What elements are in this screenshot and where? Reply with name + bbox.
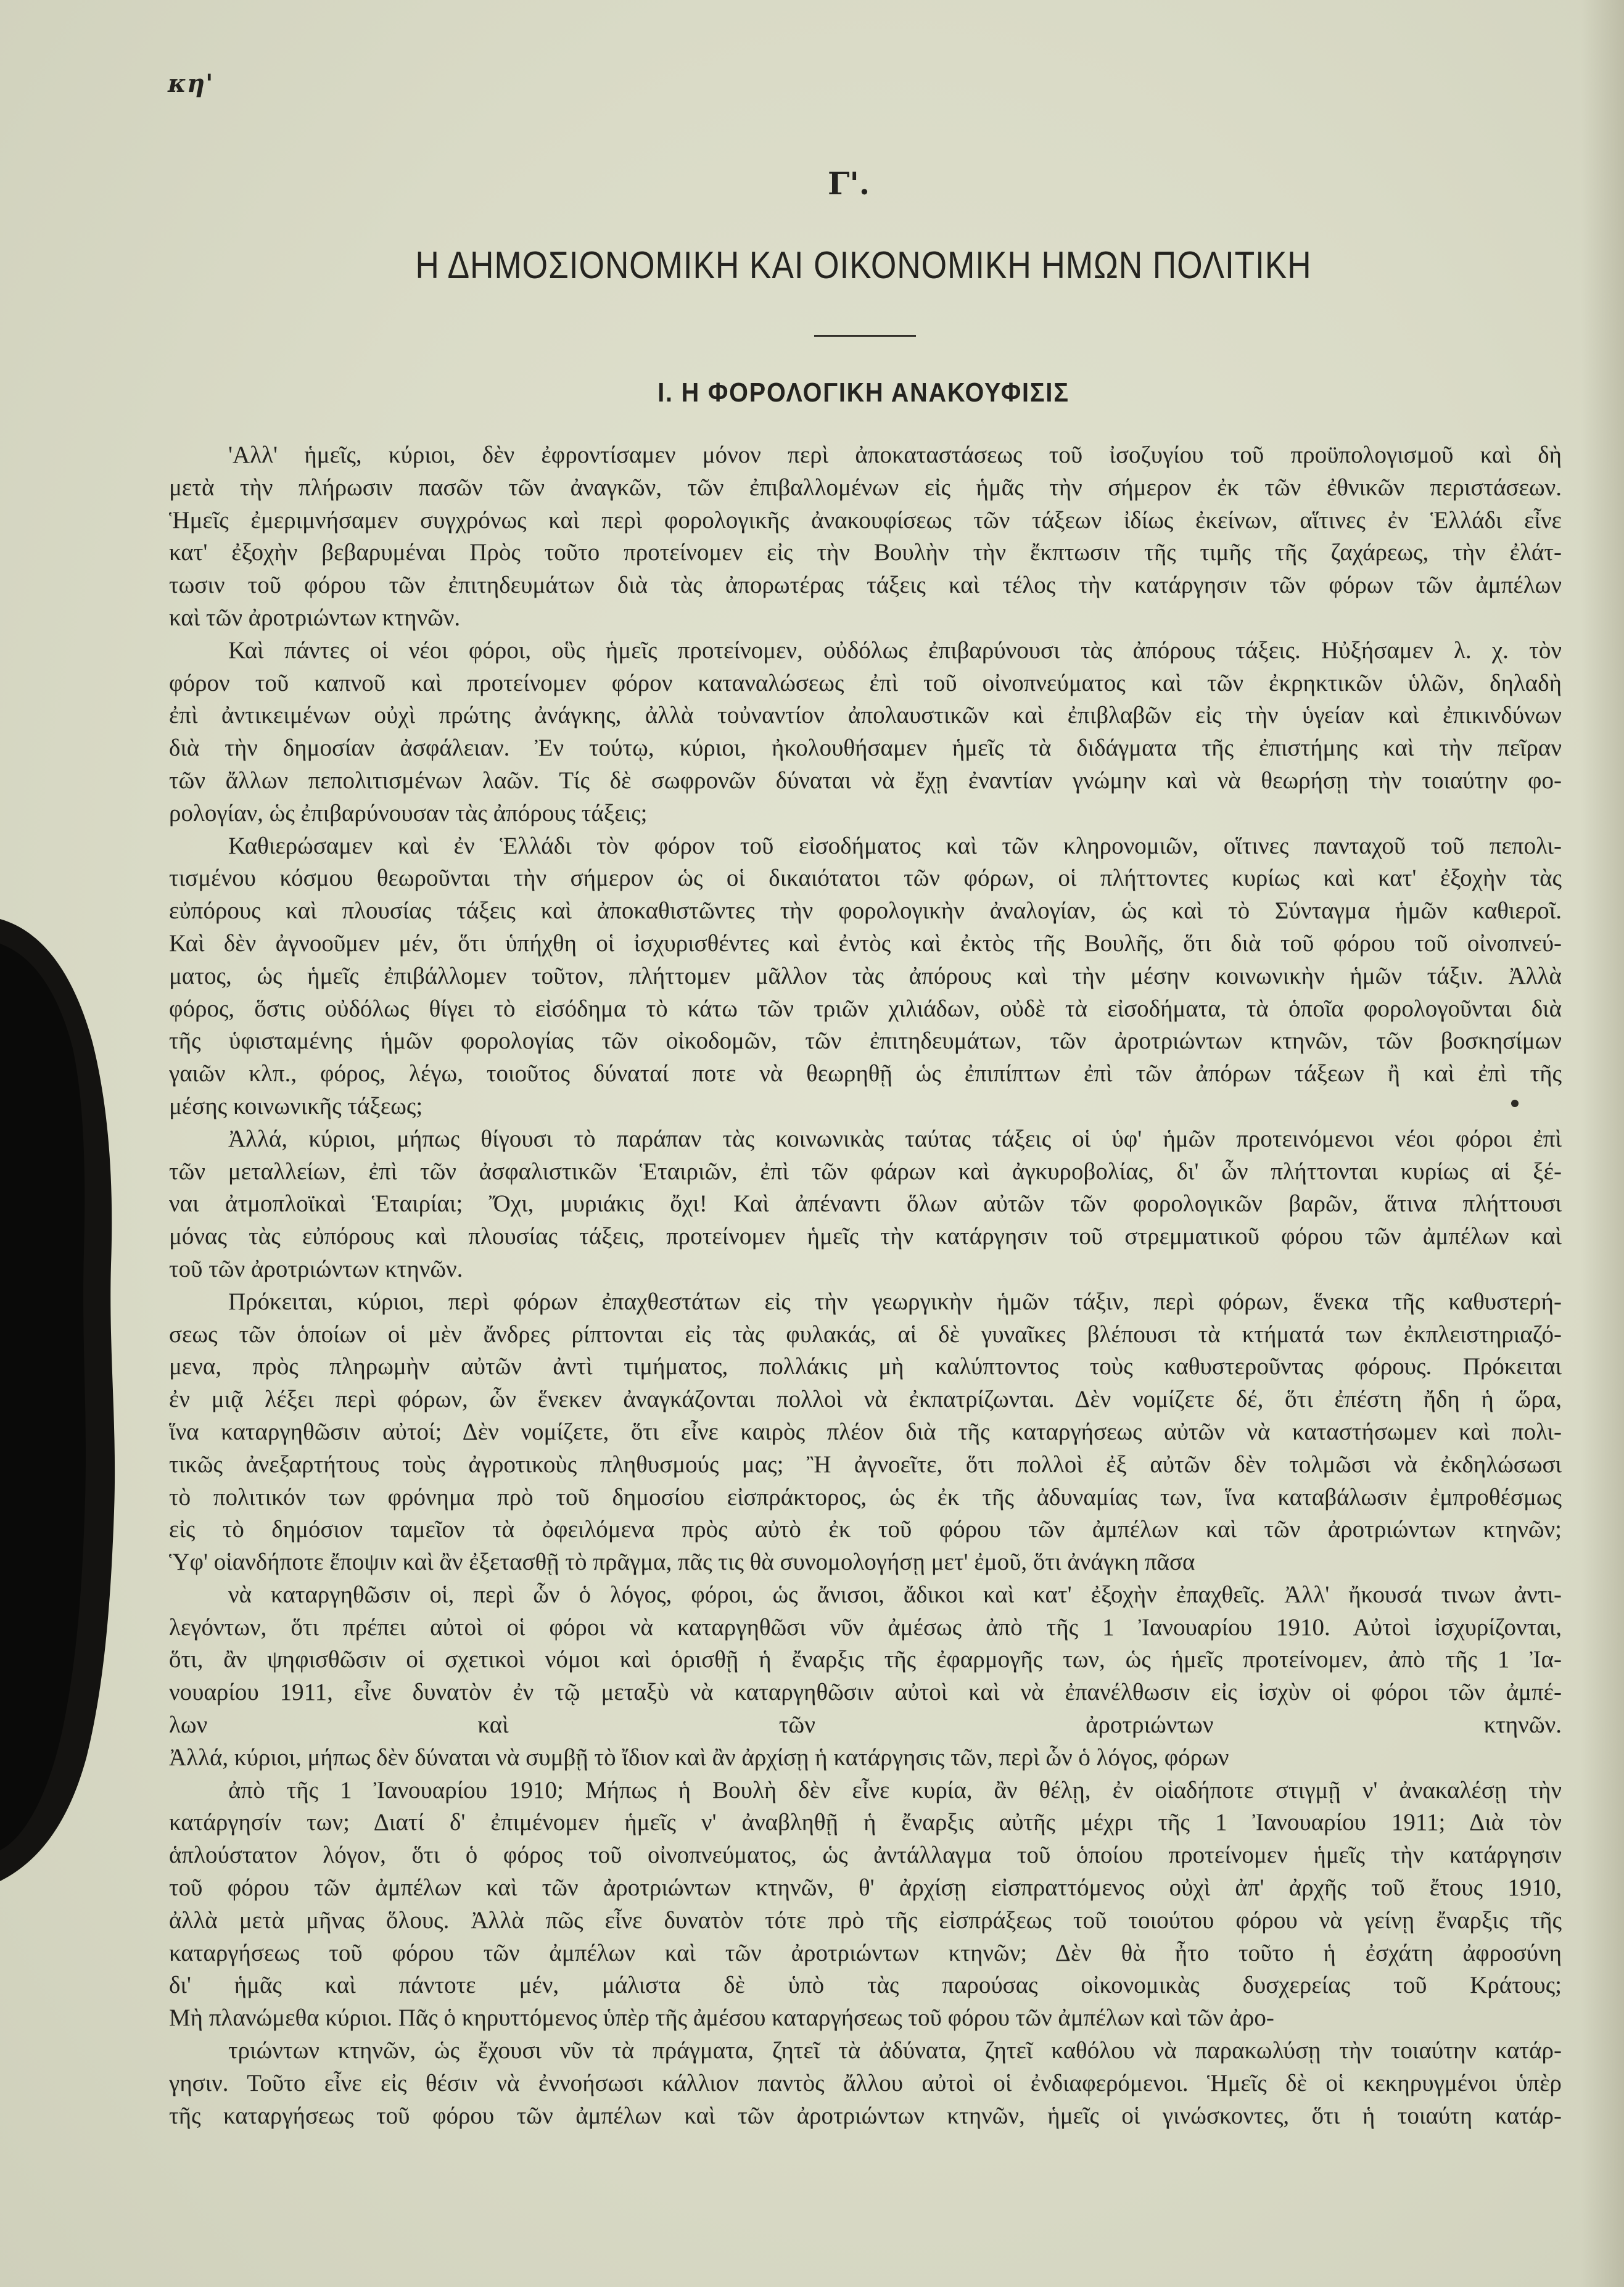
text-line: μέσης κοινωνικῆς τάξεως; [169, 1092, 423, 1119]
text-line: Καὶ δὲν ἀγνοοῦμεν μέν, ὅτι ὑπήχθη οἱ ἰσχυρισθέντες καὶ ἐντὸς καὶ ἐκτὸς τῆς Βουλῆς, ὅτι διὰ τοῦ φόρου τοῦ οἰνοπνεύ- [169, 929, 1562, 957]
text-line: ναι ἀτμοπλοϊκαὶ Ἑταιρίαι; Ὄχι, μυριάκις ὄχι! Καὶ ἀπέναντι ὅλων αὐτῶν τῶν φορολογικῶν βαρῶν, ἅτινα πλήττουσι [169, 1190, 1562, 1218]
text-line: Καὶ πάντες οἱ νέοι φόροι, οὓς ἡμεῖς προτείνομεν, οὐδόλως ἐπιβαρύνουσι τὰς ἀπόρους τάξεις. Ηὐξήσαμεν λ. χ. τὸν [228, 637, 1562, 664]
text-line: ἵνα καταργηθῶσιν αὐτοί; Δὲν νομίζετε, ὅτι εἶνε καιρὸς πλέον διὰ τῆς καταργήσεως αὐτῶν νὰ καταστήσωμεν καὶ πολι- [169, 1418, 1562, 1445]
text-line: σεως τῶν ὁποίων οἱ μὲν ἄνδρες ρίπτονται εἰς τὰς φυλακάς, αἱ δὲ γυναῖκες βλέπουσι τὰ κτήματά των ἐκπλειστηριαζό- [169, 1321, 1562, 1348]
main-heading: Η ΔΗΜΟΣΙΟΝΟΜΙΚΗ ΚΑΙ ΟΙΚΟΝΟΜΙΚΗ ΗΜΩΝ ΠΟΛΙΤΙΚΗ [415, 244, 1312, 287]
text-line: ἁπλούστατον λόγον, ὅτι ὁ φόρος τοῦ οἰνοπνεύματος, ὡς ἀντάλλαγμα τοῦ ὁποίου προτείνομεν ἡμεῖς τὴν κατάργησιν [169, 1842, 1562, 1869]
text-line: εἰς τὸ δημόσιον ταμεῖον τὰ ὀφειλόμενα πρὸς αὐτὸ ἐκ τοῦ φόρου τῶν ἀμπέλων καὶ τῶν ἀροτριώντων κτηνῶν; [169, 1516, 1562, 1543]
text-line: τῶν μεταλλείων, ἐπὶ τῶν ἀσφαλιστικῶν Ἑταιριῶν, ἐπὶ τῶν φάρων καὶ ἀγκυροβολίας, δι' ὧν πλήττονται κυρίως αἱ ξέ- [169, 1158, 1562, 1185]
text-line: τῶν ἄλλων πεπολιτισμένων λαῶν. Τίς δὲ σωφρονῶν δύναται νὰ ἔχῃ ἐναντίαν γνώμην καὶ νὰ θεωρήσῃ τὴν τοιαύτην φο- [169, 767, 1562, 794]
text-line: μετὰ τὴν πλήρωσιν πασῶν τῶν ἀναγκῶν, τῶν ἐπιβαλλομένων εἰς ἡμᾶς τὴν σήμερον ἐκ τῶν ἐθνικῶν περιστάσεων. [169, 474, 1562, 501]
page-edge-shading [1581, 0, 1624, 2287]
section-subheading: I. Η ΦΟΡΟΛΟΓΙΚΗ ΑΝΑΚΟΥΦΙΣΙΣ [657, 377, 1070, 408]
text-line: τοῦ φόρου τῶν ἀμπέλων καὶ τῶν ἀροτριώντων κτηνῶν, θ' ἀρχίσῃ εἰσπραττόμενος οὐχὶ ἀπ' ἀρχῆς τοῦ ἔτους 1910, [169, 1874, 1562, 1902]
text-line: εὐπόρους καὶ πλουσίας τάξεις καὶ ἀποκαθιστῶντες τὴν φορολογικὴν ἀναλογίαν, ὡς καὶ τὸ Σύνταγμα ἡμῶν καθιεροῖ. [169, 897, 1562, 925]
text-line: τοῦ τῶν ἀροτριώντων κτηνῶν. [169, 1255, 463, 1282]
text-line: τισμένου κόσμου θεωροῦνται τὴν σήμερον ὡς οἱ δικαιότατοι τῶν φόρων, οἱ πλήττοντες κυρίως καὶ κατ' ἐξοχὴν τὰς [169, 865, 1562, 892]
text-line: Ἡμεῖς ἐμεριμνήσαμεν συγχρόνως καὶ περὶ φορολογικῆς ἀνακουφίσεως τῶν τάξεων ἰδίως ἐκείνων, αἵτινες ἐν Ἑλλάδι εἶνε [169, 506, 1562, 534]
text-line: ἐν μιᾷ λέξει περὶ φόρων, ὧν ἕνεκεν ἀναγκάζονται πολλοὶ νὰ ἐκπατρίζωνται. Δὲν νομίζετε δέ, ὅτι ἐπέστη ἤδη ἡ ὥρα, [169, 1386, 1562, 1413]
text-line: μόνας τὰς εὐπόρους καὶ πλουσίας τάξεις, προτείνομεν ἡμεῖς τὴν κατάργησιν τοῦ στρεμματικοῦ φόρου τῶν ἀμπέλων καὶ [169, 1223, 1562, 1250]
text-line: τῆς καταργήσεως τοῦ φόρου τῶν ἀμπέλων καὶ τῶν ἀροτριώντων κτηνῶν, ἡμεῖς οἱ γινώσκοντες, ὅτι ἡ τοιαύτη κατάρ- [169, 2102, 1562, 2129]
text-line: τωσιν τοῦ φόρου τῶν ἐπιτηδευμάτων διὰ τὰς ἀπορωτέρας τάξεις καὶ τέλος τὴν κατάργησιν τῶν φόρων τῶν ἀμπέλων [169, 572, 1562, 599]
text-line: νὰ καταργηθῶσιν οἱ, περὶ ὧν ὁ λόγος, φόροι, ὡς ἄνισοι, ἄδικοι καὶ κατ' ἐξοχὴν ἐπαχθεῖς. Ἀλλ' ἤκουσά τινων ἀντι- [228, 1581, 1562, 1608]
text-line: Ἀλλά, κύριοι, μήπως δὲν δύναται νὰ συμβῇ τὸ ἴδιον καὶ ἂν ἀρχίσῃ ἡ κατάργησις τῶν, περὶ ὧν ὁ λόγος, φόρων [169, 1744, 1229, 1771]
text-line: Μὴ πλανώμεθα κύριοι. Πᾶς ὁ κηρυττόμενος ὑπὲρ τῆς ἀμέσου καταργήσεως τοῦ φόρου τῶν ἀμπέλων καὶ τῶν ἀρο- [169, 2005, 1274, 2032]
text-line: ὅτι, ἂν ψηφισθῶσιν οἱ σχετικοὶ νόμοι καὶ ὁρισθῇ ἡ ἔναρξις τῆς ἐφαρμογῆς των, ὡς ἡμεῖς προτείνομεν, ἀπὸ τῆς 1 Ἰα- [169, 1646, 1562, 1673]
page-number: κη' [168, 69, 214, 98]
text-line: κατ' ἐξοχὴν βεβαρυμέναι Πρὸς τοῦτο προτείνομεν εἰς τὴν Βουλὴν τὴν ἔκπτωσιν τῆς τιμῆς τῆς ζαχάρεως, τὴν ἐλάτ- [169, 539, 1562, 566]
text-line: Πρόκειται, κύριοι, περὶ φόρων ἐπαχθεστάτων εἰς τὴν γεωργικὴν ἡμῶν τάξιν, περὶ φόρων, ἕνεκα τῆς καθυστερή- [228, 1288, 1562, 1315]
text-line: ἐπὶ ἀντικειμένων οὐχὶ πρώτης ἀνάγκης, ἀλλὰ τοὐναντίον ἀπολαυστικῶν καὶ ἐπιβλαβῶν εἰς τὴν ὑγείαν καὶ ἐπικινδύνων [169, 702, 1562, 729]
text-line: τῆς ὑφισταμένης ἡμῶν φορολογίας τῶν οἰκοδομῶν, τῶν ἐπιτηδευμάτων, τῶν ἀροτριώντων κτηνῶν, τῶν βοσκησίμων [169, 1028, 1562, 1055]
heading-divider [814, 335, 916, 337]
text-line: ἀλλὰ μετὰ μῆνας ὅλους. Ἀλλὰ πῶς εἶνε δυνατὸν τότε πρὸ τῆς εἰσπράξεως τοῦ τοιούτου φόρου νὰ γείνῃ ἔναρξις τῆς [169, 1906, 1562, 1934]
body-text [169, 439, 1562, 2132]
text-line: γησιν. Τοῦτο εἶνε εἰς θέσιν νὰ ἐννοήσωσι κάλλιον παντὸς ἄλλου αὐτοὶ οἱ ἐνδιαφερόμενοι. Ἡμεῖς δὲ οἱ κεκηρυγμένοι ὑπὲρ [169, 2069, 1562, 2096]
text-line: μενα, πρὸς πληρωμὴν αὐτῶν ἀντὶ τιμήματος, πολλάκις μὴ καλύπτοντος τοὺς καθυστεροῦντας φόρους. Πρόκειται [169, 1353, 1562, 1380]
text-line: λων καὶ τῶν ἀροτριώντων κτηνῶν. [169, 1712, 1562, 1739]
text-line: δι' ἡμᾶς καὶ πάντοτε μέν, μάλιστα δὲ ὑπὸ τὰς παρούσας οἰκονομικὰς δυσχερείας τοῦ Κράτους; [169, 1972, 1562, 1999]
text-line: ἀπὸ τῆς 1 Ἰανουαρίου 1910; Μήπως ἡ Βουλὴ δὲν εἶνε κυρία, ἂν θέλῃ, ἐν οἱαδήποτε στιγμῇ ν' ἀνακαλέσῃ τὴν [228, 1776, 1562, 1803]
text-line: ματος, ὡς ἡμεῖς ἐπιβάλλομεν τοῦτον, πλήττομεν μᾶλλον τὰς ἀπόρους καὶ τὴν μέσην κοινωνικὴν ἡμῶν τάξιν. Ἀλλὰ [169, 962, 1562, 989]
ink-speck [1511, 1100, 1519, 1107]
text-line: τικῶς ἀνεξαρτήτους τοὺς ἀγροτικοὺς πληθυσμούς μας; Ἢ ἀγνοεῖτε, ὅτι πολλοὶ ἐξ αὐτῶν δὲν τολμῶσι νὰ ἐκδηλώσωσι [169, 1451, 1562, 1478]
text-line: 'Αλλ' ἡμεῖς, κύριοι, δὲν ἐφροντίσαμεν μόνον περὶ ἀποκαταστάσεως τοῦ ἰσοζυγίου τοῦ προϋπολογισμοῦ καὶ δὴ [228, 442, 1562, 468]
text-line: φόρος, ὅστις οὐδόλως θίγει τὸ εἰσόδημα τὸ κάτω τῶν τριῶν χιλιάδων, οὐδὲ τὰ εἰσοδήματα, τὰ ὁποῖα φορολογοῦνται διὰ [169, 995, 1562, 1022]
text-line: νουαρίου 1911, εἶνε δυνατὸν ἐν τῷ μεταξὺ νὰ καταργηθῶσιν αὐτοὶ καὶ νὰ ἐπανέλθωσιν εἰς ἰσχὺν οἱ φόροι τῶν ἀμπέ- [169, 1679, 1562, 1706]
text-line: τὸ πολιτικόν των φρόνημα πρὸ τοῦ δημοσίου εἰσπράκτορος, ὡς ἐκ τῆς ἀδυναμίας των, ἵνα καταβάλωσιν ἐμπροθέσμως [169, 1483, 1562, 1510]
text-line: διὰ τὴν δημοσίαν ἀσφάλειαν. Ἐν τούτῳ, κύριοι, ἠκολουθήσαμεν ἡμεῖς τὰ διδάγματα τῆς ἐπιστήμης καὶ τὴν πεῖραν [169, 735, 1562, 762]
text-line: καὶ τῶν ἀροτριώντων κτηνῶν. [169, 604, 461, 631]
text-line: γαιῶν κλπ., φόρος, λέγω, τοιοῦτος δύναταί ποτε νὰ θεωρηθῇ ὡς ἐπιπίπτων ἐπὶ τῶν ἀπόρων τάξεων ἢ καὶ ἐπὶ τῆς [169, 1060, 1562, 1087]
text-line: λεγόντων, ὅτι πρέπει αὐτοὶ οἱ φόροι νὰ καταργηθῶσι νῦν ἀμέσως ἀπὸ τῆς 1 Ἰανουαρίου 1910. Αὐτοὶ ἰσχυρίζονται, [169, 1613, 1562, 1641]
text-line: καταργήσεως τοῦ φόρου τῶν ἀμπέλων καὶ τῶν ἀροτριώντων κτηνῶν; Δὲν θὰ ἦτο τοῦτο ἡ ἐσχάτη ἀφροσύνη [169, 1939, 1562, 1966]
text-line: κατάργησίν των; Διατί δ' ἐπιμένομεν ἡμεῖς ν' ἀναβληθῇ ἡ ἔναρξις αὐτῆς μέχρι τῆς 1 Ἰανουαρίου 1911; Διὰ τὸν [169, 1809, 1562, 1836]
text-line: ρολογίαν, ὡς ἐπιβαρύνουσαν τὰς ἀπόρους τάξεις; [169, 799, 648, 826]
text-line: Καθιερώσαμεν καὶ ἐν Ἑλλάδι τὸν φόρον τοῦ εἰσοδήματος καὶ τῶν κληρονομιῶν, οἵτινες πανταχοῦ τοῦ πεπολι- [228, 832, 1562, 859]
section-letter: Γ'. [828, 165, 870, 202]
text-line: Ὑφ' οἱανδήποτε ἔποψιν καὶ ἂν ἐξετασθῇ τὸ πρᾶγμα, πᾶς τις θὰ συνομολογήσῃ μετ' ἐμοῦ, ὅτι ἀνάγκη πᾶσα [169, 1549, 1195, 1576]
text-line: φόρον τοῦ καπνοῦ καὶ προτείνομεν φόρον καταναλώσεως ἐπὶ τοῦ οἰνοπνεύματος καὶ τῶν ἐκρηκτικῶν ὑλῶν, δηλαδὴ [169, 669, 1562, 696]
text-line: Ἀλλά, κύριοι, μήπως θίγουσι τὸ παράπαν τὰς κοινωνικὰς ταύτας τάξεις οἱ ὑφ' ἡμῶν προτεινόμενοι νέοι φόροι ἐπὶ [228, 1125, 1562, 1152]
burn-damage-stain [0, 919, 123, 1881]
text-line: τριώντων κτηνῶν, ὡς ἔχουσι νῦν τὰ πράγματα, ζητεῖ τὰ ἀδύνατα, ζητεῖ καθόλου νὰ παρακωλύσῃ τὴν τοιαύτην κατάρ- [228, 2037, 1562, 2064]
